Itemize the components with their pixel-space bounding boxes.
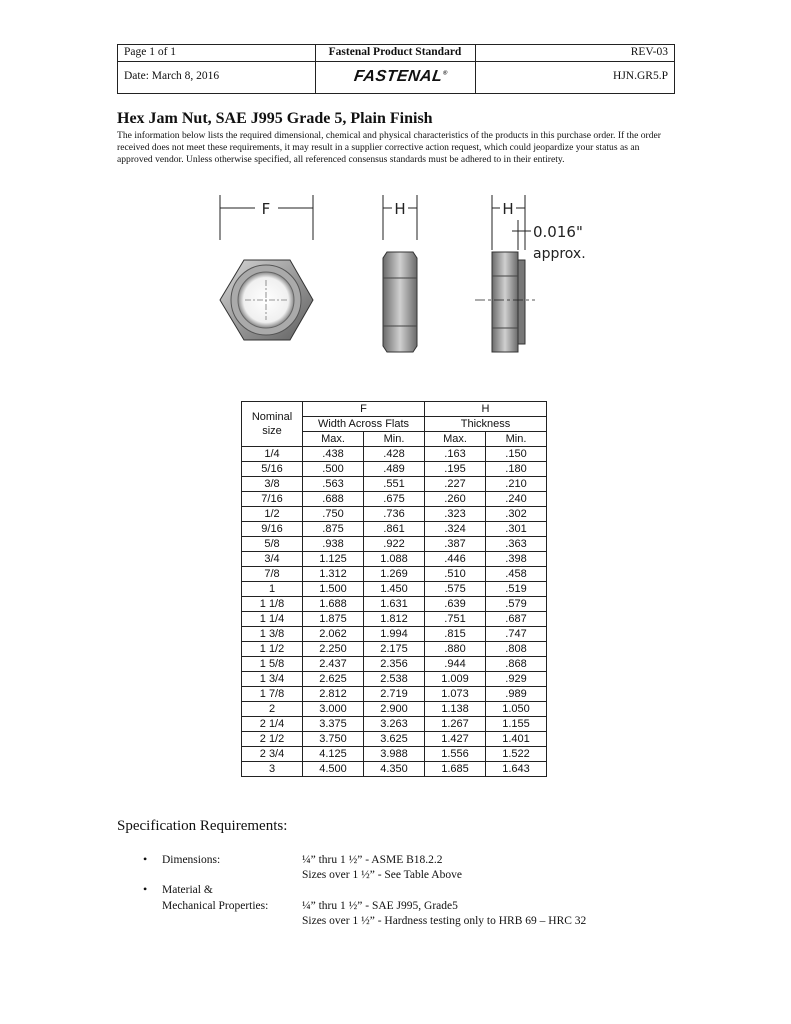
table-cell-value: 3.000 bbox=[303, 702, 364, 717]
table-cell-value: .210 bbox=[486, 477, 547, 492]
table-row bbox=[242, 537, 547, 552]
intro-paragraph: The information below lists the required dimensional, chemical and physical characteristics of the products in this purchase order. If the order received does not meet these requirements, it may result in a supplier corrective action request, which could jeopardize your status as an approved vendor. Unless otherwise specified, all referenced consensus standards must be adhered to in their entirety. bbox=[117, 130, 662, 165]
table-cell-size: 5/8 bbox=[242, 537, 303, 552]
table-cell-value: .324 bbox=[425, 522, 486, 537]
table-cell-value: .736 bbox=[364, 507, 425, 522]
table-cell-value: .687 bbox=[486, 612, 547, 627]
table-row bbox=[242, 462, 547, 477]
table-cell-value: 2.250 bbox=[303, 642, 364, 657]
spec-title: Specification Requirements: bbox=[117, 818, 288, 834]
table-cell-value: 1.267 bbox=[425, 717, 486, 732]
table-cell-value: 1.050 bbox=[486, 702, 547, 717]
column-header-h-max: Max. bbox=[425, 432, 486, 447]
table-cell-value: .750 bbox=[303, 507, 364, 522]
table-cell-size: 2 1/4 bbox=[242, 717, 303, 732]
table-cell-size: 1/2 bbox=[242, 507, 303, 522]
table-cell-value: .387 bbox=[425, 537, 486, 552]
table-cell-value: 2.356 bbox=[364, 657, 425, 672]
spec-label-dimensions: Dimensions: bbox=[162, 854, 221, 866]
table-cell-value: .428 bbox=[364, 447, 425, 462]
table-cell-value: .150 bbox=[486, 447, 547, 462]
table-row bbox=[242, 672, 547, 687]
table-row bbox=[242, 732, 547, 747]
table-cell-value: .880 bbox=[425, 642, 486, 657]
table-cell-value: 3.263 bbox=[364, 717, 425, 732]
table-cell-value: .363 bbox=[486, 537, 547, 552]
f-label: F bbox=[261, 200, 271, 218]
table-cell-value: 3.625 bbox=[364, 732, 425, 747]
table-cell-value: 4.125 bbox=[303, 747, 364, 762]
table-row bbox=[242, 747, 547, 762]
table-row bbox=[242, 762, 547, 777]
table-cell-size: 3/8 bbox=[242, 477, 303, 492]
table-cell-value: 1.556 bbox=[425, 747, 486, 762]
table-cell-value: .301 bbox=[486, 522, 547, 537]
table-cell-value: 1.009 bbox=[425, 672, 486, 687]
table-row bbox=[242, 612, 547, 627]
column-header-thickness: Thickness bbox=[425, 417, 547, 432]
table-cell-value: 1.427 bbox=[425, 732, 486, 747]
column-header-width-across-flats: Width Across Flats bbox=[303, 417, 425, 432]
document-id: HJN.GR5.P bbox=[613, 70, 668, 82]
front-view bbox=[220, 195, 313, 340]
table-cell-value: .240 bbox=[486, 492, 547, 507]
table-row bbox=[242, 447, 547, 462]
spec-value-material-2: Sizes over 1 ½” - Hardness testing only to HRB 69 – HRC 32 bbox=[302, 915, 587, 927]
table-cell-value: .195 bbox=[425, 462, 486, 477]
table-cell-value: 1.685 bbox=[425, 762, 486, 777]
table-cell-value: .458 bbox=[486, 567, 547, 582]
revision: REV-03 bbox=[630, 46, 668, 58]
table-cell-value: .815 bbox=[425, 627, 486, 642]
bullet-icon: • bbox=[143, 852, 148, 866]
table-cell-value: 1.450 bbox=[364, 582, 425, 597]
table-cell-value: .180 bbox=[486, 462, 547, 477]
table-cell-value: 2.719 bbox=[364, 687, 425, 702]
table-cell-value: 1.269 bbox=[364, 567, 425, 582]
table-row bbox=[242, 477, 547, 492]
table-cell-value: 1.812 bbox=[364, 612, 425, 627]
table-cell-value: .808 bbox=[486, 642, 547, 657]
table-cell-value: 1.994 bbox=[364, 627, 425, 642]
table-cell-value: .922 bbox=[364, 537, 425, 552]
table-cell-value: .938 bbox=[303, 537, 364, 552]
table-cell-value: .260 bbox=[425, 492, 486, 507]
spec-label-material-2: Mechanical Properties: bbox=[162, 900, 269, 912]
table-cell-value: .302 bbox=[486, 507, 547, 522]
column-header-h: H bbox=[425, 402, 547, 417]
document-header bbox=[117, 44, 675, 94]
column-header-h-min: Min. bbox=[486, 432, 547, 447]
table-cell-value: 3.375 bbox=[303, 717, 364, 732]
column-header-nominal-size: Nominal size bbox=[242, 402, 303, 447]
table-cell-size: 2 bbox=[242, 702, 303, 717]
table-cell-value: 1.125 bbox=[303, 552, 364, 567]
table-row bbox=[242, 657, 547, 672]
chamfer-dimension: 0.016" bbox=[533, 223, 583, 241]
table-cell-value: 2.538 bbox=[364, 672, 425, 687]
table-cell-value: 1.155 bbox=[486, 717, 547, 732]
table-cell-size: 1 1/8 bbox=[242, 597, 303, 612]
table-cell-value: 1.631 bbox=[364, 597, 425, 612]
dimensions-table bbox=[241, 401, 547, 777]
table-cell-size: 5/16 bbox=[242, 462, 303, 477]
table-cell-value: .861 bbox=[364, 522, 425, 537]
table-cell-size: 9/16 bbox=[242, 522, 303, 537]
column-header-f: F bbox=[303, 402, 425, 417]
table-cell-value: 1.312 bbox=[303, 567, 364, 582]
document-date: Date: March 8, 2016 bbox=[124, 70, 220, 82]
table-cell-size: 1 bbox=[242, 582, 303, 597]
table-cell-value: 2.175 bbox=[364, 642, 425, 657]
table-cell-value: .751 bbox=[425, 612, 486, 627]
table-cell-value: .489 bbox=[364, 462, 425, 477]
table-cell-value: .579 bbox=[486, 597, 547, 612]
spec-value-dimensions-1: ¼” thru 1 ½” - ASME B18.2.2 bbox=[302, 854, 443, 866]
table-cell-value: 1.875 bbox=[303, 612, 364, 627]
table-row bbox=[242, 717, 547, 732]
table-cell-value: .551 bbox=[364, 477, 425, 492]
table-cell-value: 3.750 bbox=[303, 732, 364, 747]
table-cell-value: .438 bbox=[303, 447, 364, 462]
table-row bbox=[242, 627, 547, 642]
table-cell-value: 1.522 bbox=[486, 747, 547, 762]
table-cell-value: 1.643 bbox=[486, 762, 547, 777]
spec-value-dimensions-2: Sizes over 1 ½” - See Table Above bbox=[302, 869, 462, 881]
table-cell-value: 1.073 bbox=[425, 687, 486, 702]
table-row bbox=[242, 522, 547, 537]
table-cell-size: 7/8 bbox=[242, 567, 303, 582]
table-cell-size: 3/4 bbox=[242, 552, 303, 567]
spec-label-material-1: Material & bbox=[162, 884, 213, 896]
table-cell-value: .989 bbox=[486, 687, 547, 702]
table-cell-size: 1 3/4 bbox=[242, 672, 303, 687]
table-cell-value: .563 bbox=[303, 477, 364, 492]
table-cell-size: 1/4 bbox=[242, 447, 303, 462]
table-cell-size: 2 1/2 bbox=[242, 732, 303, 747]
h-label: H bbox=[502, 200, 514, 218]
table-cell-value: .227 bbox=[425, 477, 486, 492]
table-cell-size: 3 bbox=[242, 762, 303, 777]
table-cell-value: .398 bbox=[486, 552, 547, 567]
table-cell-value: 1.138 bbox=[425, 702, 486, 717]
table-cell-value: 1.088 bbox=[364, 552, 425, 567]
table-cell-value: .500 bbox=[303, 462, 364, 477]
approx-label: approx. bbox=[533, 246, 586, 262]
table-cell-size: 2 3/4 bbox=[242, 747, 303, 762]
table-cell-value: .510 bbox=[425, 567, 486, 582]
table-row bbox=[242, 507, 547, 522]
h-label: H bbox=[394, 200, 406, 218]
table-cell-value: 2.812 bbox=[303, 687, 364, 702]
table-row bbox=[242, 552, 547, 567]
side-view bbox=[383, 195, 417, 352]
spec-value-material-1: ¼” thru 1 ½” - SAE J995, Grade5 bbox=[302, 900, 458, 912]
table-row bbox=[242, 492, 547, 507]
hex-nut-drawing bbox=[205, 190, 605, 360]
table-cell-value: .944 bbox=[425, 657, 486, 672]
table-body bbox=[242, 447, 547, 777]
table-cell-value: .875 bbox=[303, 522, 364, 537]
fastenal-logo: FASTENAL® bbox=[352, 68, 449, 85]
table-cell-value: 2.437 bbox=[303, 657, 364, 672]
table-cell-value: 2.900 bbox=[364, 702, 425, 717]
table-row bbox=[242, 642, 547, 657]
table-cell-value: 2.625 bbox=[303, 672, 364, 687]
table-cell-value: .446 bbox=[425, 552, 486, 567]
table-cell-value: .323 bbox=[425, 507, 486, 522]
table-cell-value: .519 bbox=[486, 582, 547, 597]
column-header-f-max: Max. bbox=[303, 432, 364, 447]
table-row bbox=[242, 597, 547, 612]
table-cell-size: 1 1/2 bbox=[242, 642, 303, 657]
table-row bbox=[242, 702, 547, 717]
table-cell-value: 4.350 bbox=[364, 762, 425, 777]
table-row bbox=[242, 567, 547, 582]
header-divider bbox=[118, 61, 674, 62]
table-row bbox=[242, 582, 547, 597]
table-cell-value: 1.688 bbox=[303, 597, 364, 612]
table-cell-value: 1.401 bbox=[486, 732, 547, 747]
table-cell-value: .688 bbox=[303, 492, 364, 507]
table-cell-value: 4.500 bbox=[303, 762, 364, 777]
table-cell-size: 7/16 bbox=[242, 492, 303, 507]
table-cell-size: 1 7/8 bbox=[242, 687, 303, 702]
side-view-chamfer bbox=[475, 195, 586, 352]
header-divider bbox=[475, 45, 476, 93]
bullet-icon: • bbox=[143, 882, 148, 896]
table-cell-size: 1 3/8 bbox=[242, 627, 303, 642]
table-cell-value: .163 bbox=[425, 447, 486, 462]
table-cell-value: .747 bbox=[486, 627, 547, 642]
table-cell-size: 1 1/4 bbox=[242, 612, 303, 627]
table-cell-value: .675 bbox=[364, 492, 425, 507]
page-title: Hex Jam Nut, SAE J995 Grade 5, Plain Finish bbox=[117, 110, 433, 127]
table-cell-value: .575 bbox=[425, 582, 486, 597]
table-row bbox=[242, 687, 547, 702]
table-cell-value: 3.988 bbox=[364, 747, 425, 762]
table-cell-value: 2.062 bbox=[303, 627, 364, 642]
table-cell-value: .929 bbox=[486, 672, 547, 687]
table-cell-value: .639 bbox=[425, 597, 486, 612]
header-title: Fastenal Product Standard bbox=[328, 46, 462, 58]
column-header-f-min: Min. bbox=[364, 432, 425, 447]
page-number: Page 1 of 1 bbox=[124, 46, 177, 58]
table-cell-size: 1 5/8 bbox=[242, 657, 303, 672]
table-cell-value: 1.500 bbox=[303, 582, 364, 597]
table-cell-value: .868 bbox=[486, 657, 547, 672]
